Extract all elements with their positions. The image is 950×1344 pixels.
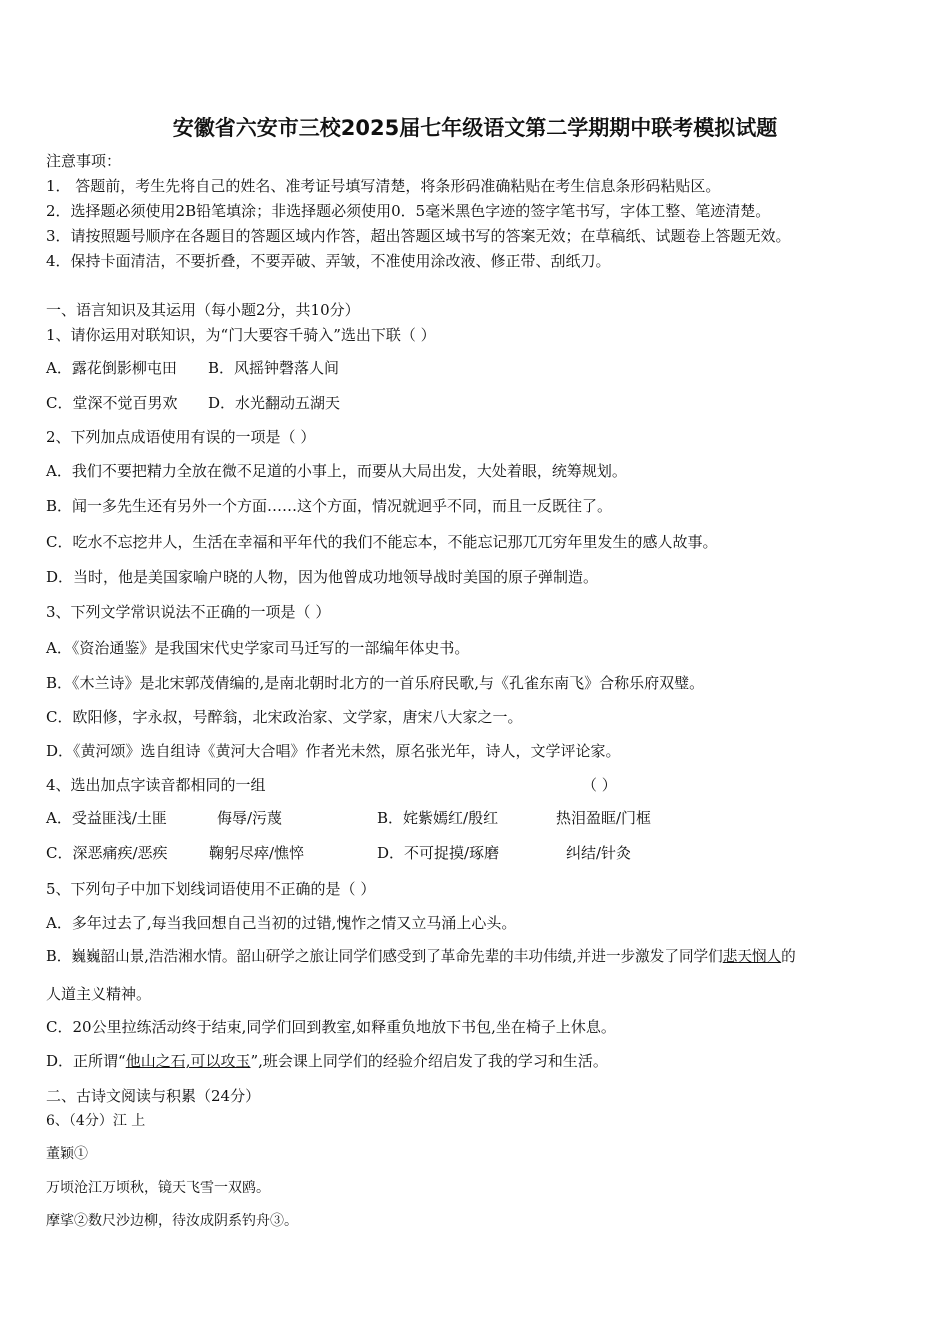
question-3-option-d: D．《黄河颂》选自组诗《黄河大合唱》作者光未然，原名张光年，诗人，文学评论家。: [46, 742, 621, 760]
question-5-stem: 5、下列句子中加下划线词语使用不正确的是（ ）: [46, 880, 376, 898]
notice-heading: 注意事项：: [46, 152, 122, 170]
question-5-option-d: [46, 1051, 608, 1071]
notice-item-3: 3．请按照题号顺序在各题目的答题区域内作答，超出答题区域书写的答案无效；在草稿纸、试题卷上答题无效。: [46, 227, 791, 245]
question-4-option-c1: C．深恶痛疾/恶疾: [46, 844, 168, 862]
question-5-option-b-text: B．巍巍韶山景,浩浩湘水情。韶山研学之旅让同学们感受到了革命先辈的丰功伟绩,并进一步激发了同学们: [46, 948, 723, 965]
question-6-stem: 6、（4分）江 上: [46, 1113, 146, 1129]
question-3-option-b: B．《木兰诗》是北宋郭茂倩编的,是南北朝时北方的一首乐府民歌,与《孔雀东南飞》合称乐府双璧。: [46, 674, 705, 692]
question-4-option-a1: A．受益匪浅/土匪: [46, 809, 167, 827]
question-2-option-a: A．我们不要把精力全放在微不足道的小事上，而要从大局出发，大处着眼，统筹规划。: [46, 462, 627, 480]
notice-item-2: 2．选择题必须使用2B铅笔填涂；非选择题必须使用0．5毫米黑色字迹的签字笔书写，字体工整、笔迹清楚。: [46, 202, 771, 220]
question-3-option-a: A．《资治通鉴》是我国宋代史学家司马迁写的一部编年体史书。: [46, 639, 470, 657]
question-1-options-cd: [46, 393, 340, 413]
question-5-option-b: [46, 947, 796, 967]
question-4-option-d2: 纠结/针灸: [566, 844, 632, 862]
section-1-heading: 一、语言知识及其运用（每小题2分，共10分）: [46, 301, 360, 319]
question-1-stem: 1、请你运用对联知识，为“门大要容千骑入”选出下联（ ）: [46, 326, 436, 344]
poem-line-2: 摩挲②数尺沙边柳，待汝成阴系钓舟③。: [46, 1213, 298, 1229]
question-2-option-d: D．当时，他是美国家喻户晓的人物，因为他曾成功地领导战时美国的原子弹制造。: [46, 568, 599, 586]
notice-item-4: 4．保持卡面清洁，不要折叠，不要弄破、弄皱，不准使用涂改液、修正带、刮纸刀。: [46, 252, 611, 270]
question-1-option-a: A．露花倒影柳屯田: [46, 359, 177, 377]
question-1-options-ab: [46, 358, 339, 378]
question-5-option-b-continued: 人道主义精神。: [46, 985, 152, 1003]
question-1-option-c: C．堂深不觉百男欢: [46, 394, 178, 412]
question-4-stem: 4、选出加点字读音都相同的一组: [46, 776, 266, 794]
question-4-option-c2: 鞠躬尽瘁/憔悴: [209, 844, 305, 862]
question-2-option-c: C．吃水不忘挖井人，生活在幸福和平年代的我们不能忘本，不能忘记那兀兀穷年里发生的感人故事。: [46, 533, 718, 551]
question-1-option-b: B．风摇钟磬落人间: [208, 359, 340, 377]
question-1-option-d: D．水光翻动五湖天: [208, 394, 341, 412]
question-4-option-d1: D．不可捉摸/琢磨: [377, 844, 500, 862]
question-2-option-b: B．闻一多先生还有另外一个方面……这个方面，情况就迥乎不同，而且一反既往了。: [46, 497, 613, 515]
question-2-stem: 2、下列加点成语使用有误的一项是（ ）: [46, 428, 316, 446]
question-3-stem: 3、下列文学常识说法不正确的一项是（ ）: [46, 603, 331, 621]
question-5-option-d-underlined: 他山之石,可以攻玉: [125, 1052, 251, 1070]
question-3-option-c: C．欧阳修，字永叔，号醉翁，北宋政治家、文学家，唐宋八大家之一。: [46, 708, 523, 726]
question-4-answer-paren: （ ）: [582, 776, 617, 794]
notice-item-1: 1． 答题前，考生先将自己的姓名、准考证号填写清楚，将条形码准确粘贴在考生信息条形码粘贴区。: [46, 177, 721, 195]
question-5-option-a: A．多年过去了,每当我回想自己当初的过错,愧怍之情又立马涌上心头。: [46, 914, 517, 932]
question-4-option-b1: B．姹紫嫣红/殷红: [377, 809, 499, 827]
question-5-option-d-tail: ”,班会课上同学们的经验介绍启发了我的学习和生活。: [250, 1052, 608, 1070]
question-4-option-b2: 热泪盈眶/门框: [556, 809, 652, 827]
question-5-option-b-underlined: 悲天悯人: [722, 948, 782, 965]
question-5-option-b-tail: 的: [781, 948, 796, 965]
section-2-heading: 二、古诗文阅读与积累（24分）: [46, 1087, 261, 1105]
question-4-option-a2: 侮辱/污蔑: [217, 809, 283, 827]
question-5-option-d-text: D．正所谓“: [46, 1052, 126, 1070]
poem-author: 董颖①: [46, 1146, 88, 1162]
poem-line-1: 万顷沧江万顷秋，镜天飞雪一双鸥。: [46, 1180, 270, 1196]
question-5-option-c: C．20公里拉练活动终于结束,同学们回到教室,如释重负地放下书包,坐在椅子上休息。: [46, 1018, 616, 1036]
page-title: 安徽省六安市三校2025届七年级语文第二学期期中联考模拟试题: [172, 116, 778, 140]
